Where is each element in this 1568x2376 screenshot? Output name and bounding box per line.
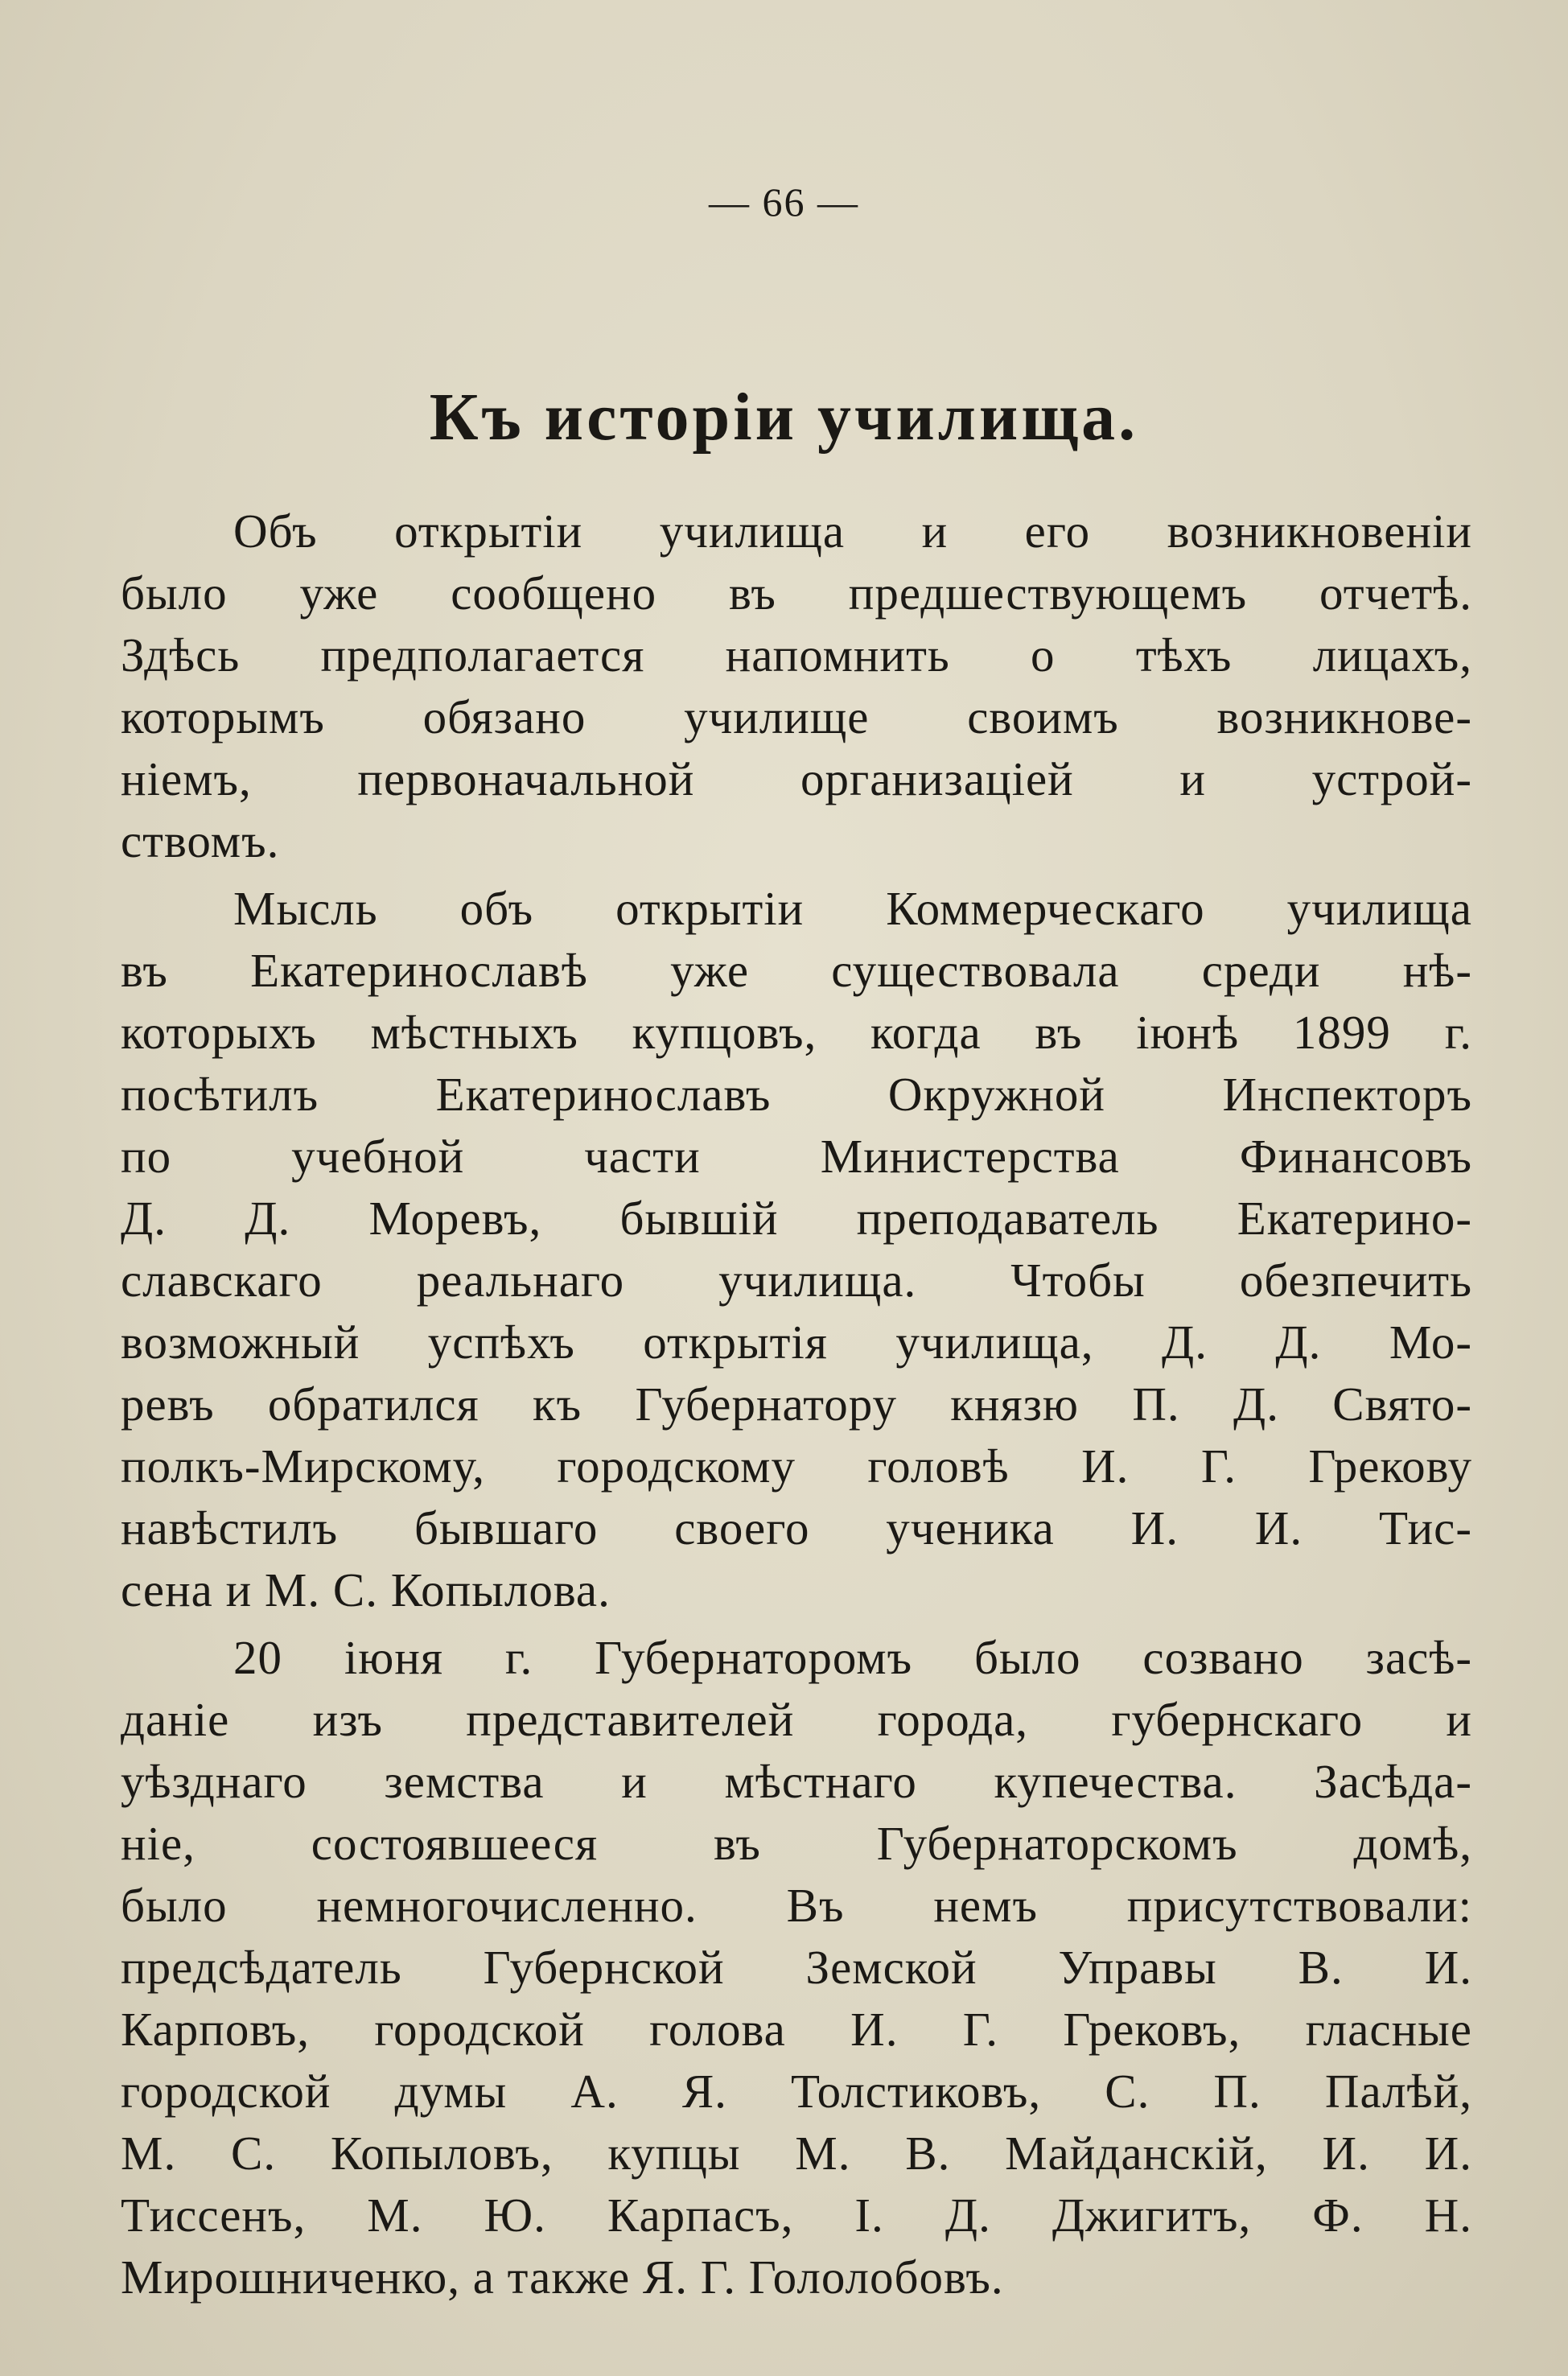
text-line: предсѣдатель Губернской Земской Управы В. И. (121, 1941, 1472, 1994)
text-line: которымъ обязано училище своимъ возникнове- (121, 690, 1472, 743)
text-line: возможный успѣхъ открытія училища, Д. Д. Мо- (121, 1316, 1472, 1369)
text-line: полкъ-Мирскому, городскому головѣ И. Г. Грекову (121, 1439, 1472, 1493)
text-line: уѣзднаго земства и мѣстнаго купечества. Засѣда- (121, 1755, 1472, 1808)
text-line: ствомъ. (121, 814, 280, 867)
text-line: Здѣсь предполагается напомнить о тѣхъ лицахъ, (121, 628, 1472, 682)
text-line: 20 іюня г. Губернаторомъ было созвано засѣ- (233, 1631, 1472, 1684)
text-line: было уже сообщено въ предшествующемъ отчетѣ. (121, 566, 1472, 620)
text-line: Д. Д. Моревъ, бывшій преподаватель Екатерино- (121, 1192, 1472, 1245)
text-line: Карповъ, городской голова И. Г. Грековъ, гласные (121, 2003, 1472, 2056)
chapter-title: Къ исторіи училища. (429, 380, 1139, 455)
text-line: даніе изъ представителей города, губернскаго и (121, 1693, 1472, 1746)
text-line: ніе, состоявшееся въ Губернаторскомъ домѣ, (121, 1817, 1472, 1870)
text-line: Мирошниченко, а также Я. Г. Гололобовъ. (121, 2250, 1004, 2304)
text-line: ревъ обратился къ Губернатору князю П. Д. Свято- (121, 1377, 1472, 1431)
text-line: посѣтилъ Екатеринославъ Окружной Инспекторъ (121, 1068, 1472, 1121)
page-number: — 66 — (709, 179, 859, 224)
text-line: по учебной части Министерства Финансовъ (121, 1130, 1472, 1183)
text-line: сена и М. С. Копылова. (121, 1563, 611, 1616)
text-line: городской думы А. Я. Толстиковъ, С. П. Палѣй, (121, 2065, 1472, 2118)
text-line: славскаго реальнаго училища. Чтобы обезпечить (121, 1254, 1472, 1307)
text-line: въ Екатеринославѣ уже существовала среди нѣ- (121, 944, 1472, 997)
text-line: Объ открытіи училища и его возникновеніи (233, 504, 1472, 558)
text-line: ніемъ, первоначальной организацiей и устрой- (121, 752, 1472, 805)
text-line: Мысль объ открытіи Коммерческаго училища (233, 882, 1472, 935)
text-line: которыхъ мѣстныхъ купцовъ, когда въ іюнѣ 1899 г. (121, 1006, 1472, 1059)
text-line: Тиссенъ, М. Ю. Карпасъ, І. Д. Джигитъ, Ф. Н. (121, 2189, 1472, 2242)
text-line: было немногочисленно. Въ немъ присутствовали: (121, 1879, 1472, 1932)
text-line: М. С. Копыловъ, купцы М. В. Майданскій, И. И. (121, 2127, 1472, 2180)
text-line: навѣстилъ бывшаго своего ученика И. И. Тис- (121, 1501, 1472, 1554)
